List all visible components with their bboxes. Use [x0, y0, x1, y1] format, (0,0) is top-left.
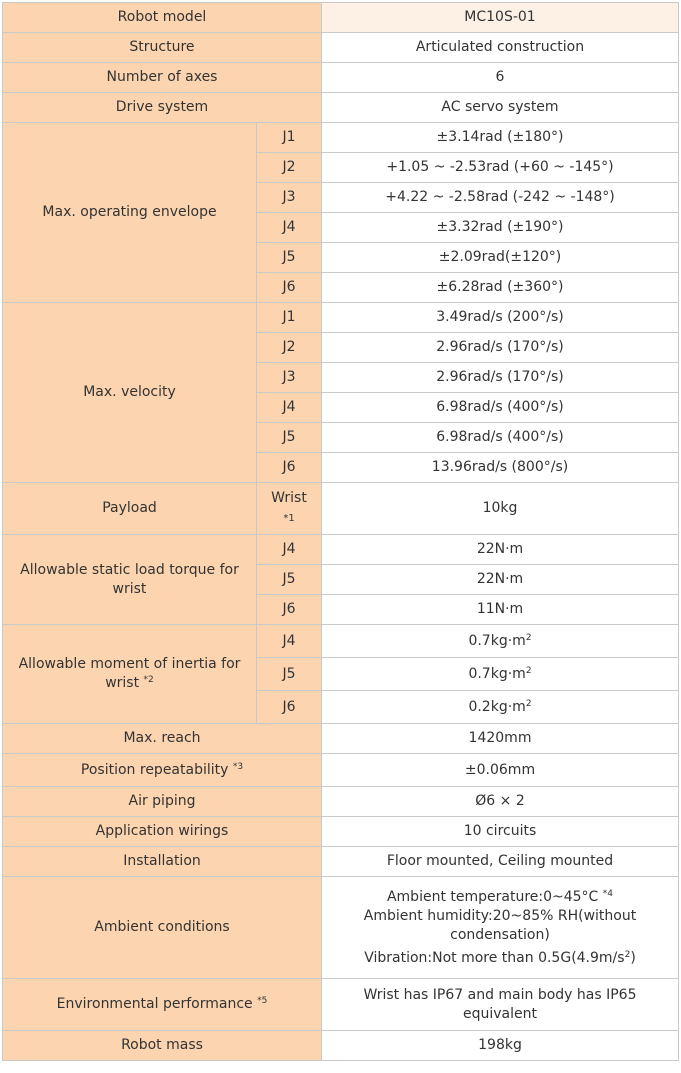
- repeatability-label: Position repeatability: [80, 761, 229, 778]
- velocity-value: 3.49rad/s (200°/s): [322, 303, 679, 333]
- row-torque-j4: [3, 535, 679, 565]
- velocity-value: 2.96rad/s (170°/s): [322, 363, 679, 393]
- row-environmental: [3, 979, 679, 1031]
- row-structure: [3, 33, 679, 63]
- envelope-value: ±3.32rad (±190°): [322, 213, 679, 243]
- joint-label: J3: [257, 183, 322, 213]
- velocity-value: 6.98rad/s (400°/s): [322, 423, 679, 453]
- mass-value: 198kg: [322, 1031, 679, 1061]
- air-piping-label: Air piping: [3, 787, 322, 817]
- row-repeatability: [3, 754, 679, 787]
- joint-label: J3: [257, 363, 322, 393]
- payload-sub-note: *1: [283, 513, 295, 524]
- unit-superscript: 2: [525, 632, 532, 643]
- environmental-value: Wrist has IP67 and main body has IP65 equivalent: [322, 979, 679, 1031]
- reach-value: 1420mm: [322, 724, 679, 754]
- structure-value: Articulated construction: [322, 33, 679, 63]
- row-drive: [3, 93, 679, 123]
- velocity-value: 13.96rad/s (800°/s): [322, 453, 679, 483]
- axes-label: Number of axes: [3, 63, 322, 93]
- payload-value: 10kg: [322, 483, 679, 535]
- velocity-value: 6.98rad/s (400°/s): [322, 393, 679, 423]
- inertia-value-cell: [322, 625, 679, 658]
- static-torque-label: Allowable static load torque for wrist: [3, 535, 257, 625]
- inertia-value: 0.2kg·m: [468, 698, 526, 715]
- joint-label: J5: [257, 243, 322, 273]
- joint-label: J4: [257, 393, 322, 423]
- row-installation: [3, 847, 679, 877]
- envelope-label: Max. operating envelope: [3, 123, 257, 303]
- robot-model-label: Robot model: [3, 3, 322, 33]
- mass-label: Robot mass: [3, 1031, 322, 1061]
- repeatability-value: ±0.06mm: [322, 754, 679, 787]
- unit-superscript: 2: [525, 698, 532, 709]
- reach-label: Max. reach: [3, 724, 322, 754]
- joint-label: J6: [257, 595, 322, 625]
- row-ambient: [3, 877, 679, 979]
- ambient-vibration-line: [326, 949, 674, 968]
- payload-label: Payload: [3, 483, 257, 535]
- ambient-humidity: Ambient humidity:20~85% RH(without condensation): [363, 907, 637, 943]
- row-robot-model: [3, 3, 679, 33]
- inertia-label: Allowable moment of inertia for wrist: [18, 656, 241, 691]
- drive-label: Drive system: [3, 93, 322, 123]
- ambient-temperature-line: [326, 888, 674, 907]
- row-mass: [3, 1031, 679, 1061]
- installation-value: Floor mounted, Ceiling mounted: [322, 847, 679, 877]
- unit-superscript: 2: [525, 665, 532, 676]
- envelope-value: ±2.09rad(±120°): [322, 243, 679, 273]
- joint-label: J5: [257, 565, 322, 595]
- inertia-value-cell: [322, 691, 679, 724]
- payload-sub-label: Wrist: [271, 490, 307, 506]
- joint-label: J6: [257, 691, 322, 724]
- envelope-value: +1.05 ~ -2.53rad (+60 ~ -145°): [322, 153, 679, 183]
- payload-sub: [257, 483, 322, 535]
- joint-label: J6: [257, 453, 322, 483]
- inertia-value: 0.7kg·m: [468, 665, 526, 682]
- joint-label: J1: [257, 123, 322, 153]
- ambient-value: [322, 877, 679, 979]
- row-envelope-j1: [3, 123, 679, 153]
- envelope-value: ±3.14rad (±180°): [322, 123, 679, 153]
- joint-label: J2: [257, 333, 322, 363]
- environmental-label: Environmental performance: [56, 996, 253, 1012]
- environmental-note: *5: [257, 996, 268, 1006]
- joint-label: J5: [257, 423, 322, 453]
- joint-label: J4: [257, 625, 322, 658]
- envelope-value: ±6.28rad (±360°): [322, 273, 679, 303]
- axes-value: 6: [322, 63, 679, 93]
- joint-label: J5: [257, 658, 322, 691]
- row-inertia-j4: [3, 625, 679, 658]
- joint-label: J1: [257, 303, 322, 333]
- air-piping-value: Ø6 × 2: [322, 787, 679, 817]
- torque-value: 11N·m: [322, 595, 679, 625]
- row-reach: [3, 724, 679, 754]
- joint-label: J2: [257, 153, 322, 183]
- ambient-vibration-sup: 2: [624, 949, 631, 960]
- ambient-label: Ambient conditions: [3, 877, 322, 979]
- velocity-label: Max. velocity: [3, 303, 257, 483]
- row-air-piping: [3, 787, 679, 817]
- repeatability-note: *3: [232, 761, 244, 772]
- torque-value: 22N·m: [322, 535, 679, 565]
- wirings-label: Application wirings: [3, 817, 322, 847]
- environmental-label-cell: [3, 979, 322, 1031]
- spec-table: [2, 2, 679, 1061]
- drive-value: AC servo system: [322, 93, 679, 123]
- velocity-value: 2.96rad/s (170°/s): [322, 333, 679, 363]
- inertia-value-cell: [322, 658, 679, 691]
- row-wirings: [3, 817, 679, 847]
- inertia-note: *2: [143, 675, 154, 685]
- installation-label: Installation: [3, 847, 322, 877]
- row-velocity-j1: [3, 303, 679, 333]
- joint-label: J4: [257, 535, 322, 565]
- ambient-temperature-note: *4: [602, 888, 614, 899]
- envelope-value: +4.22 ~ -2.58rad (-242 ~ -148°): [322, 183, 679, 213]
- row-payload: [3, 483, 679, 535]
- torque-value: 22N·m: [322, 565, 679, 595]
- joint-label: J6: [257, 273, 322, 303]
- structure-label: Structure: [3, 33, 322, 63]
- joint-label: J4: [257, 213, 322, 243]
- wirings-value: 10 circuits: [322, 817, 679, 847]
- row-axes: [3, 63, 679, 93]
- ambient-temperature: Ambient temperature:0~45°C: [386, 888, 599, 905]
- repeatability-label-cell: [3, 754, 322, 787]
- ambient-vibration-end: ): [630, 949, 636, 966]
- inertia-value: 0.7kg·m: [468, 632, 526, 649]
- ambient-vibration: Vibration:Not more than 0.5G(4.9m/s: [364, 949, 625, 966]
- robot-model-value: MC10S-01: [322, 3, 679, 33]
- inertia-label-cell: [3, 625, 257, 724]
